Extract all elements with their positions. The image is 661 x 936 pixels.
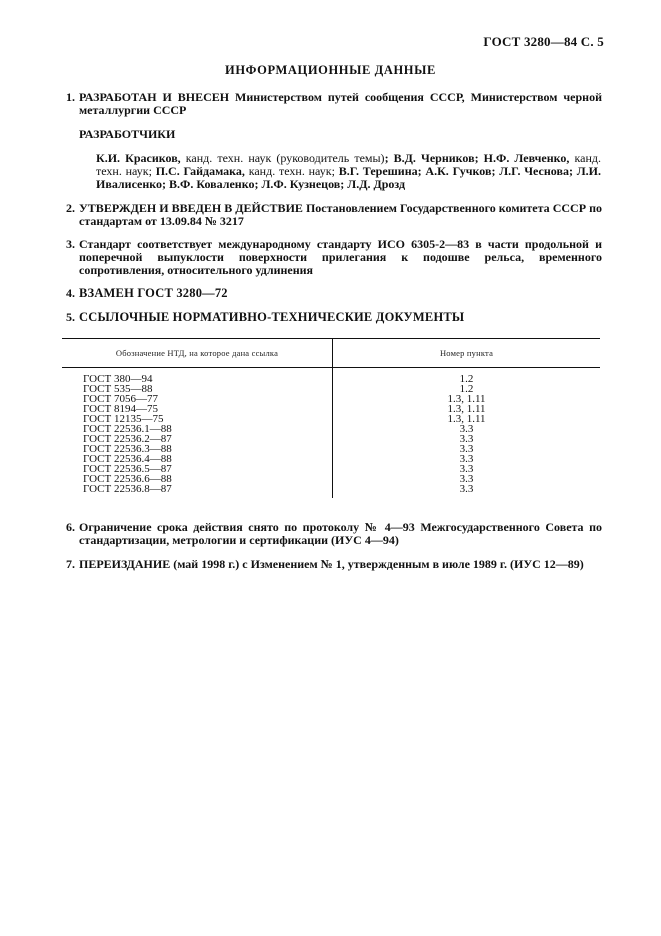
item-2 <box>66 202 602 228</box>
clause-cell: 3.3 <box>459 443 474 455</box>
table-header-row <box>62 339 600 368</box>
document-cell: ГОСТ 7056—77 <box>62 394 333 404</box>
document-cell: ГОСТ 380—94 <box>62 368 333 385</box>
item-text: Ограничение срока действия снято по протоколу № 4—93 Межгосударственного Совета по стандартизации, метрологии и сертификации (ИУС 4—94) <box>79 520 602 547</box>
document-cell: ГОСТ 22536.4—88 <box>62 454 333 464</box>
item-number: 4. <box>66 286 75 300</box>
item-text: ССЫЛОЧНЫЕ НОРМАТИВНО-ТЕХНИЧЕСКИЕ ДОКУМЕНТЫ <box>79 310 465 324</box>
item-lead: УТВЕРЖДЕН И ВВЕДЕН В ДЕЙСТВИЕ <box>79 201 303 215</box>
item-number: 7. <box>66 557 75 571</box>
clause-cell: 1.2 <box>459 383 474 395</box>
item-number: 1. <box>66 90 75 104</box>
document-cell: ГОСТ 8194—75 <box>62 404 333 414</box>
clause-cell: 3.3 <box>459 433 474 445</box>
item-number: 5. <box>66 310 75 324</box>
item-1 <box>66 91 602 117</box>
clause-cell: 3.3 <box>459 473 474 485</box>
clause-cell: 3.3 <box>459 423 474 435</box>
document-cell: ГОСТ 12135—75 <box>62 414 333 424</box>
item-6 <box>66 521 602 547</box>
developer-name: ; В.Д. Черников; Н.Ф. Левченко, <box>384 151 570 165</box>
document-cell: ГОСТ 22536.6—88 <box>62 474 333 484</box>
developer-info: канд. техн. наук (руководитель темы) <box>180 151 385 165</box>
document-cell: ГОСТ 22536.5—87 <box>62 464 333 474</box>
clause-cell: 3.3 <box>459 463 474 475</box>
document-cell: ГОСТ 22536.3—88 <box>62 444 333 454</box>
table-row <box>62 368 600 385</box>
column-header-clause: Номер пункта <box>333 339 601 368</box>
table-row <box>62 484 600 498</box>
item-lead: РАЗРАБОТАН И ВНЕСЕН <box>79 90 230 104</box>
developer-name: К.И. Красиков, <box>96 151 181 165</box>
item-5 <box>66 311 602 324</box>
document-cell: ГОСТ 22536.1—88 <box>62 424 333 434</box>
item-text: Стандарт соответствует международному стандарту ИСО 6305-2—83 в части продольной и поперечной выпуклости поверхности прилегания к подошве рельса, временного сопротивления, относительного удлинения <box>79 237 602 277</box>
document-cell: ГОСТ 535—88 <box>62 384 333 394</box>
item-number: 3. <box>66 237 75 251</box>
item-text: ПЕРЕИЗДАНИЕ (май 1998 г.) с Изменением № 1, утвержденным в июле 1989 г. (ИУС 12—89) <box>79 557 584 571</box>
clause-cell: 3.3 <box>459 483 474 495</box>
developer-info: канд. техн. наук; <box>96 151 601 178</box>
item-text: Постановлением Государственного комитета СССР по стандартам от 13.09.84 № 3217 <box>79 201 603 228</box>
developer-name: П.С. Гайдамака, <box>155 164 245 178</box>
developer-name: В.Г. Терешина; А.К. Гучков; Л.Г. Чеснова; Л.И. Ивалисенко; В.Ф. Коваленко; Л.Ф. Кузнецов; Л.Д. Дрозд <box>96 164 602 191</box>
document-cell: ГОСТ 22536.8—87 <box>62 484 333 498</box>
clause-cell: 3.3 <box>459 453 474 465</box>
clause-cell: 1.2 <box>459 373 474 385</box>
item-7 <box>66 558 602 571</box>
item-number: 2. <box>66 201 75 215</box>
item-4 <box>66 287 602 300</box>
item-3 <box>66 238 602 277</box>
page-title: ИНФОРМАЦИОННЫЕ ДАННЫЕ <box>225 63 436 77</box>
item-text: ВЗАМЕН ГОСТ 3280—72 <box>79 286 228 300</box>
document-cell: ГОСТ 22536.2—87 <box>62 434 333 444</box>
item-text: Министерством путей сообщения СССР, Министерством черной металлургии СССР <box>79 90 602 117</box>
clause-cell: 1.3, 1.11 <box>447 403 486 415</box>
item-number: 6. <box>66 520 75 534</box>
reference-table <box>62 338 600 498</box>
clause-cell: 1.3, 1.11 <box>447 393 486 405</box>
column-header-document: Обозначение НТД, на которое дана ссылка <box>62 339 333 368</box>
developer-info: канд. техн. наук; <box>244 164 339 178</box>
developers-list <box>79 152 601 191</box>
page-header: ГОСТ 3280—84 С. 5 <box>483 34 604 49</box>
developers-heading: РАЗРАБОТЧИКИ <box>79 127 176 141</box>
clause-cell: 1.3, 1.11 <box>447 413 486 425</box>
